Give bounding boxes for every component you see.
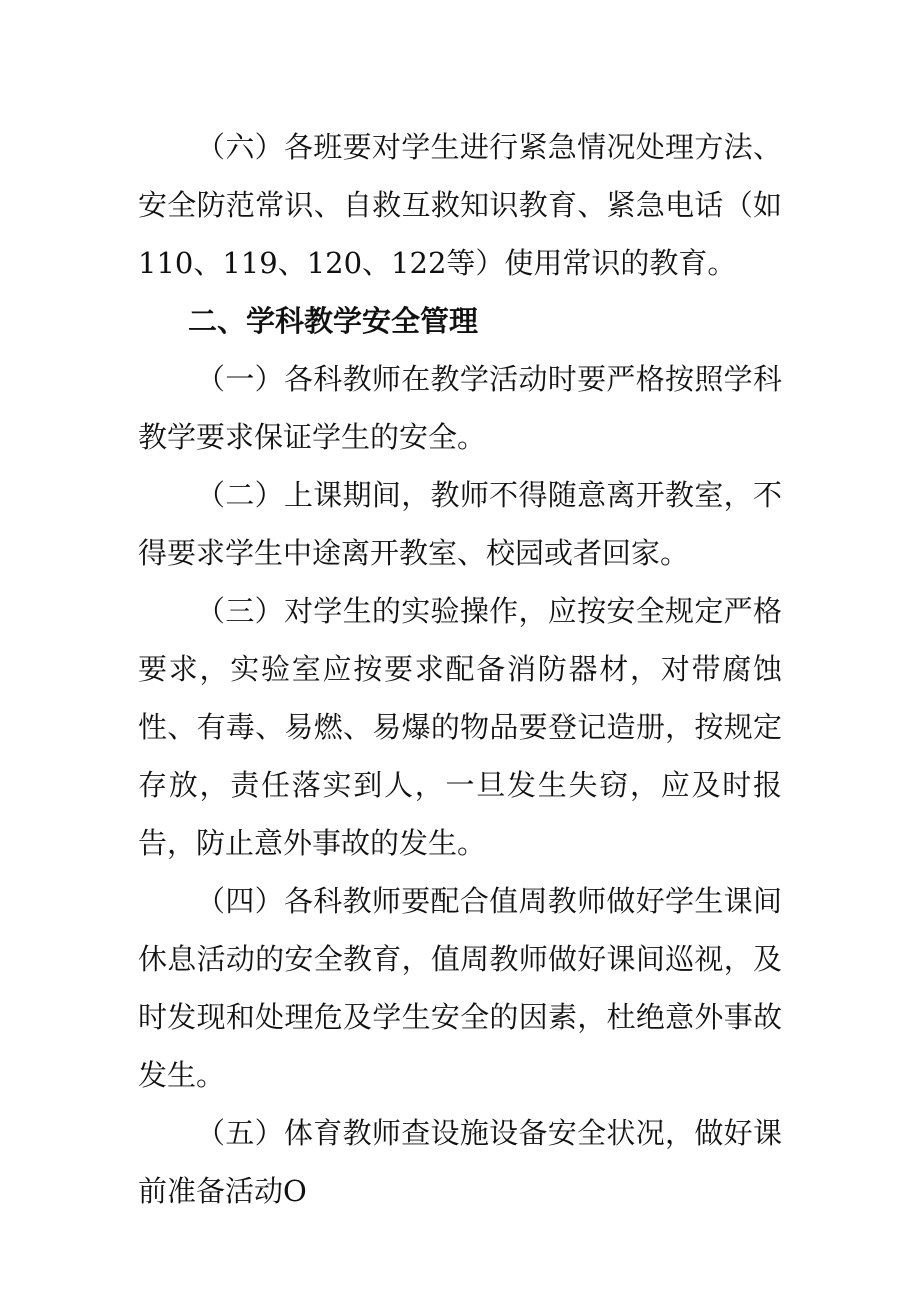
document-body <box>138 118 782 1220</box>
paragraph-five: （五）体育教师查设施设备安全状况，做好课前准备活动O <box>138 1116 782 1208</box>
paragraph-six: （六）各班要对学生进行紧急情况处理方法、安全防范常识、自救互救知识教育、紧急电话（如110、119、120、122等）使用常识的教育。 <box>138 130 782 280</box>
paragraph-four: （四）各科教师要配合值周教师做好学生课间休息活动的安全教育，值周教师做好课间巡视，及时发现和处理危及学生安全的因素，杜绝意外事故发生。 <box>138 884 782 1092</box>
section-heading-subject-teaching-safety: 二、学科教学安全管理 <box>188 304 479 338</box>
paragraph-two: （二）上课期间，教师不得随意离开教室，不得要求学生中途离开教室、校园或者回家。 <box>138 478 782 570</box>
paragraph-one: （一）各科教师在教学活动时要严格按照学科教学要求保证学生的安全。 <box>138 362 782 454</box>
paragraph-three: （三）对学生的实验操作，应按安全规定严格要求，实验室应按要求配备消防器材，对带腐蚀性、有毒、易燃、易爆的物品要登记造册，按规定存放，责任落实到人，一旦发生失窃，应及时报告，防止意外事故的发生。 <box>138 594 782 860</box>
